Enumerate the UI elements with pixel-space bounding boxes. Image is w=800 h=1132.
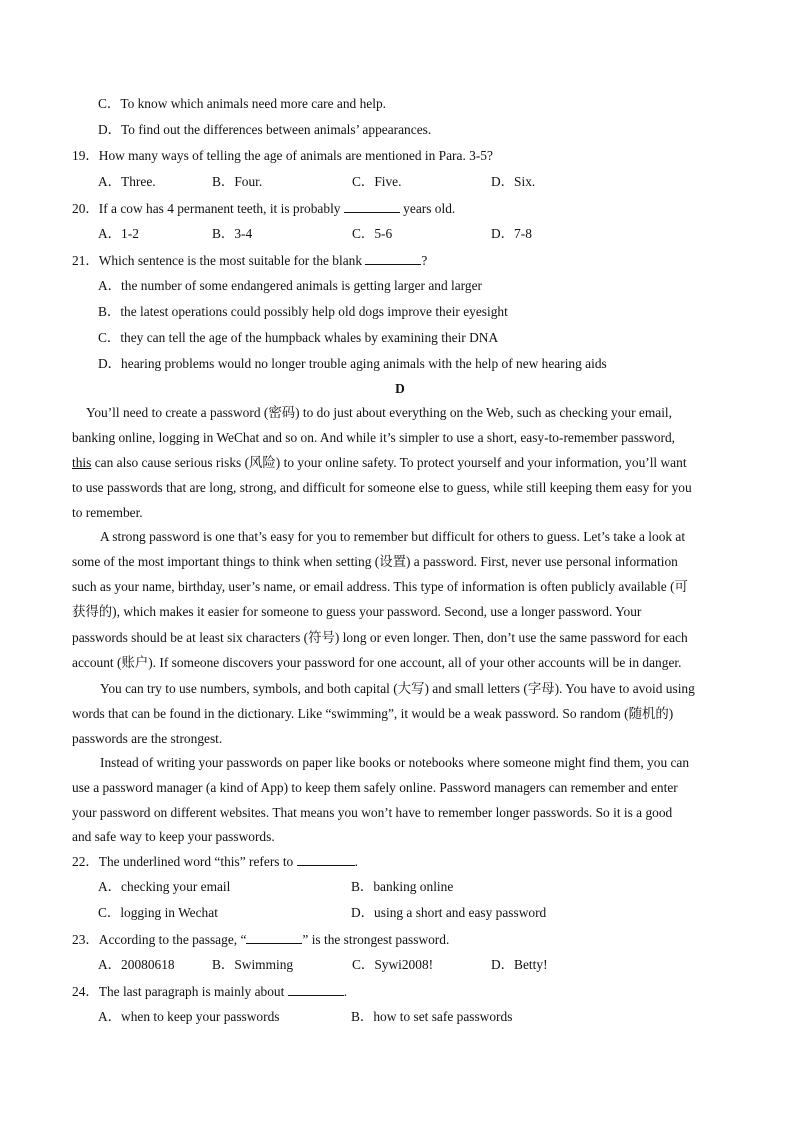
q20-stem-end: years old. (399, 201, 456, 216)
q23-option-c: C．Sywi2008! (352, 957, 434, 972)
passage-p2-line2: some of the most important things to think when setting (设置) a password. First, never use personal information (72, 554, 678, 569)
passage-p3-line2: words that can be found in the dictionary. Like “swimming”, it would be a weak password. So random (随机的) (72, 706, 674, 721)
passage-p3-line3: passwords are the strongest. (72, 731, 223, 746)
q21-answer-blank (365, 252, 421, 265)
q23-stem-end: ” is the strongest password. (302, 932, 450, 947)
passage-p1-line2: banking online, logging in WeChat and so on. And while it’s simpler to use a short, easy-to-remember password, (72, 430, 676, 445)
q22-stem-end: . (354, 854, 358, 869)
q20-answer-blank (344, 200, 400, 213)
q21-stem-end: ? (421, 253, 428, 268)
q21-option-b: B．the latest operations could possibly help old dogs improve their eyesight (98, 304, 508, 319)
q23-option-d: D．Betty! (491, 957, 548, 972)
passage-p1-line1: You’ll need to create a password (密码) to do just about everything on the Web, such as checking your email, (86, 405, 672, 420)
q24-answer-blank (288, 983, 344, 996)
passage-p4-line3: your password on different websites. That means you won’t have to remember longer passwords. So it is a good (72, 805, 673, 820)
q22-stem (72, 853, 358, 870)
q21-option-a: A．the number of some endangered animals is getting larger and larger (98, 278, 482, 293)
passage-p3-line1: You can try to use numbers, symbols, and both capital (大写) and small letters (字母). You have to avoid using (100, 681, 695, 696)
underlined-word: this (72, 455, 92, 470)
passage-p1-line3-rest: can also cause serious risks (风险) to your online safety. To protect yourself and your information, you’ll want (91, 455, 687, 470)
q19-stem: 19．How many ways of telling the age of animals are mentioned in Para. 3-5? (72, 148, 493, 163)
q20-stem (72, 200, 455, 217)
q19-option-c: C．Five. (352, 174, 402, 189)
q23-option-b: B．Swimming (212, 957, 294, 972)
q21-stem-start: 21．Which sentence is the most suitable for the blank (72, 253, 366, 268)
passage-p2-line6: account (账户). If someone discovers your password for one account, all of your other accounts will be in danger. (72, 655, 682, 670)
q22-stem-start: 22．The underlined word “this” refers to (72, 854, 297, 869)
q19-option-d: D．Six. (491, 174, 536, 189)
passage-p2-line1: A strong password is one that’s easy for you to remember but difficult for others to guess. Let’s take a look at (100, 529, 686, 544)
q19-option-b: B．Four. (212, 174, 263, 189)
passage-p2-line4: 获得的), which makes it easier for someone to guess your password. Second, use a longer password. Your (72, 604, 642, 619)
q24-option-b: B．how to set safe passwords (351, 1009, 513, 1024)
q24-stem-start: 24．The last paragraph is mainly about (72, 984, 288, 999)
q20-stem-start: 20．If a cow has 4 permanent teeth, it is probably (72, 201, 344, 216)
q24-stem (72, 983, 347, 1000)
q20-option-d: D．7-8 (491, 226, 532, 241)
passage-p4-line4: and safe way to keep your passwords. (72, 829, 275, 844)
q21-stem (72, 252, 427, 269)
q22-answer-blank (297, 853, 355, 866)
q23-stem (72, 931, 449, 948)
q23-answer-blank (246, 931, 302, 944)
passage-p4-line2: use a password manager (a kind of App) to keep them safely online. Password managers can remember and enter (72, 780, 678, 795)
q20-option-a: A．1-2 (98, 226, 139, 241)
q23-option-a: A．20080618 (98, 957, 175, 972)
q22-option-a: A．checking your email (98, 879, 231, 894)
q24-option-a: A．when to keep your passwords (98, 1009, 280, 1024)
q24-stem-end: . (343, 984, 348, 999)
q22-option-b: B．banking online (351, 879, 454, 894)
q22-option-c: C．logging in Wechat (98, 905, 218, 920)
q23-stem-start: 23．According to the passage, “ (72, 932, 247, 947)
passage-p4-line1: Instead of writing your passwords on paper like books or notebooks where someone might find them, you can (100, 755, 690, 770)
q20-option-b: B．3-4 (212, 226, 253, 241)
q21-option-c: C．they can tell the age of the humpback whales by examining their DNA (98, 330, 499, 345)
q18-option-c: C．To know which animals need more care and help. (98, 96, 386, 111)
section-title: D (395, 381, 405, 396)
q21-option-d: D．hearing problems would no longer trouble aging animals with the help of new hearing aids (98, 356, 607, 371)
q19-option-a: A．Three. (98, 174, 156, 189)
passage-p2-line5: passwords should be at least six characters (符号) long or even longer. Then, don’t use the same password for each (72, 630, 688, 645)
q20-option-c: C．5-6 (352, 226, 393, 241)
passage-p1-line3 (72, 455, 687, 471)
passage-p1-line5: to remember. (72, 505, 143, 520)
q18-option-d: D．To find out the differences between animals’ appearances. (98, 122, 432, 137)
q22-option-d: D．using a short and easy password (351, 905, 547, 920)
passage-p2-line3: such as your name, birthday, user’s name, or email address. This type of information is often publicly available (可 (72, 579, 688, 594)
passage-p1-line4: to use passwords that are long, strong, and difficult for someone else to guess, while still keeping them easy for you (72, 480, 692, 495)
